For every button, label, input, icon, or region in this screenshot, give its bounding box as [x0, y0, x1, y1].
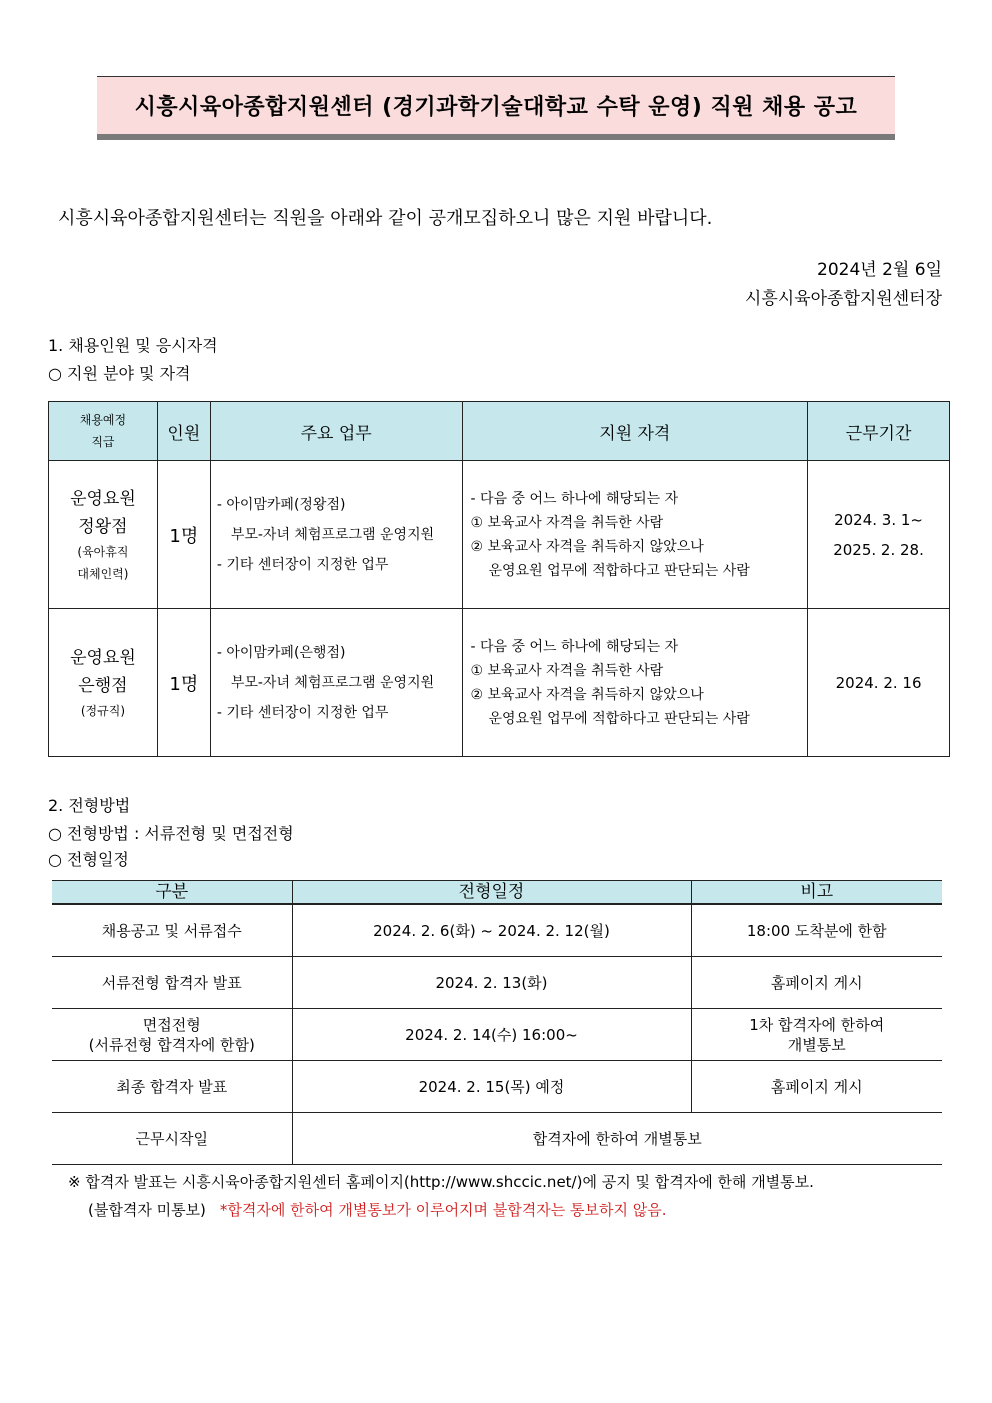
footnote — [68, 1168, 814, 1224]
period-cell: 2024. 3. 1~ 2025. 2. 28. — [808, 461, 950, 609]
position-cell: 운영요원 정왕점 (육아휴직 대체인력) — [49, 461, 158, 609]
table-row — [52, 957, 942, 1009]
remark-cell: 홈페이지 게시 — [691, 957, 942, 1009]
duty-cell: - 아이맘카페(정왕점) 부모-자녀 체험프로그램 운영지원 - 기타 센터장이 지정한 업무 — [210, 461, 462, 609]
schedule-cell: 합격자에 한하여 개별통보 — [292, 1113, 942, 1165]
remark-cell: 1차 합격자에 한하여 개별통보 — [691, 1009, 942, 1061]
date-block — [745, 256, 942, 314]
section1-subheading: ○ 지원 분야 및 자격 — [48, 364, 191, 383]
table-row — [52, 1113, 942, 1165]
count-cell: 1명 — [157, 461, 210, 609]
schedule-header-row — [52, 881, 942, 905]
table-row — [49, 609, 950, 757]
remark-cell: 18:00 도착분에 한함 — [691, 904, 942, 957]
schedule-cell: 2024. 2. 13(화) — [292, 957, 691, 1009]
header-duty: 주요 업무 — [210, 402, 462, 461]
schedule-table — [52, 880, 942, 1165]
recruitment-header-row — [49, 402, 950, 461]
remark-cell: 홈페이지 게시 — [691, 1061, 942, 1113]
header-category: 구분 — [52, 881, 292, 905]
header-remark: 비고 — [691, 881, 942, 905]
schedule-cell: 2024. 2. 6(화) ~ 2024. 2. 12(월) — [292, 904, 691, 957]
header-period: 근무기간 — [808, 402, 950, 461]
category-cell: 최종 합격자 발표 — [52, 1061, 292, 1113]
table-row — [49, 461, 950, 609]
position-cell: 운영요원 은행점 (정규직) — [49, 609, 158, 757]
header-count: 인원 — [157, 402, 210, 461]
issuer: 시흥시육아종합지원센터장 — [744, 289, 942, 309]
qualification-cell: - 다음 중 어느 하나에 해당되는 자 ① 보육교사 자격을 취득한 사람 ② 보육교사 자격을 취득하지 않았으나 운영요원 업무에 적합하다고 판단되는 사람 — [462, 609, 808, 757]
category-cell: 근무시작일 — [52, 1113, 292, 1165]
period-cell: 2024. 2. 16 — [808, 609, 950, 757]
intro-text: 시흥시육아종합지원센터는 직원을 아래와 같이 공개모집하오니 많은 지원 바랍니다. — [58, 208, 713, 229]
header-rank: 채용예정 직급 — [49, 402, 158, 461]
section2-heading: 2. 전형방법 — [48, 796, 131, 815]
page-title: 시흥시육아종합지원센터 (경기과학기술대학교 수탁 운영) 직원 채용 공고 — [97, 76, 895, 140]
count-cell: 1명 — [157, 609, 210, 757]
section1-heading: 1. 채용인원 및 응시자격 — [48, 336, 218, 355]
category-cell: 채용공고 및 서류접수 — [52, 904, 292, 957]
recruitment-table — [48, 401, 950, 757]
header-qualification: 지원 자격 — [462, 402, 808, 461]
category-cell: 서류전형 합격자 발표 — [52, 957, 292, 1009]
table-row — [52, 1009, 942, 1061]
qualification-cell: - 다음 중 어느 하나에 해당되는 자 ① 보육교사 자격을 취득한 사람 ② 보육교사 자격을 취득하지 않았으나 운영요원 업무에 적합하다고 판단되는 사람 — [462, 461, 808, 609]
schedule-title: ○ 전형일정 — [48, 850, 129, 869]
selection-method: ○ 전형방법 : 서류전형 및 면접전형 — [48, 824, 294, 843]
schedule-cell: 2024. 2. 14(수) 16:00~ — [292, 1009, 691, 1061]
table-row — [52, 904, 942, 957]
category-cell: 면접전형 (서류전형 합격자에 한함) — [52, 1009, 292, 1061]
schedule-cell: 2024. 2. 15(목) 예정 — [292, 1061, 691, 1113]
notice-date: 2024년 2월 6일 — [817, 260, 942, 280]
table-row — [52, 1061, 942, 1113]
footnote-line1: ※ 합격자 발표는 시흥시육아종합지원센터 홈페이지(http://www.shccic.net/)에 공지 및 합격자에 한해 개별통보. — [68, 1173, 814, 1191]
footnote-unnotified: (불합격자 미통보) — [88, 1201, 206, 1219]
header-schedule: 전형일정 — [292, 881, 691, 905]
duty-cell: - 아이맘카페(은행점) 부모-자녀 체험프로그램 운영지원 - 기타 센터장이 지정한 업무 — [210, 609, 462, 757]
footnote-line2 — [68, 1196, 814, 1224]
footnote-warning: *합격자에 한하여 개별통보가 이루어지며 불합격자는 통보하지 않음. — [219, 1201, 667, 1219]
